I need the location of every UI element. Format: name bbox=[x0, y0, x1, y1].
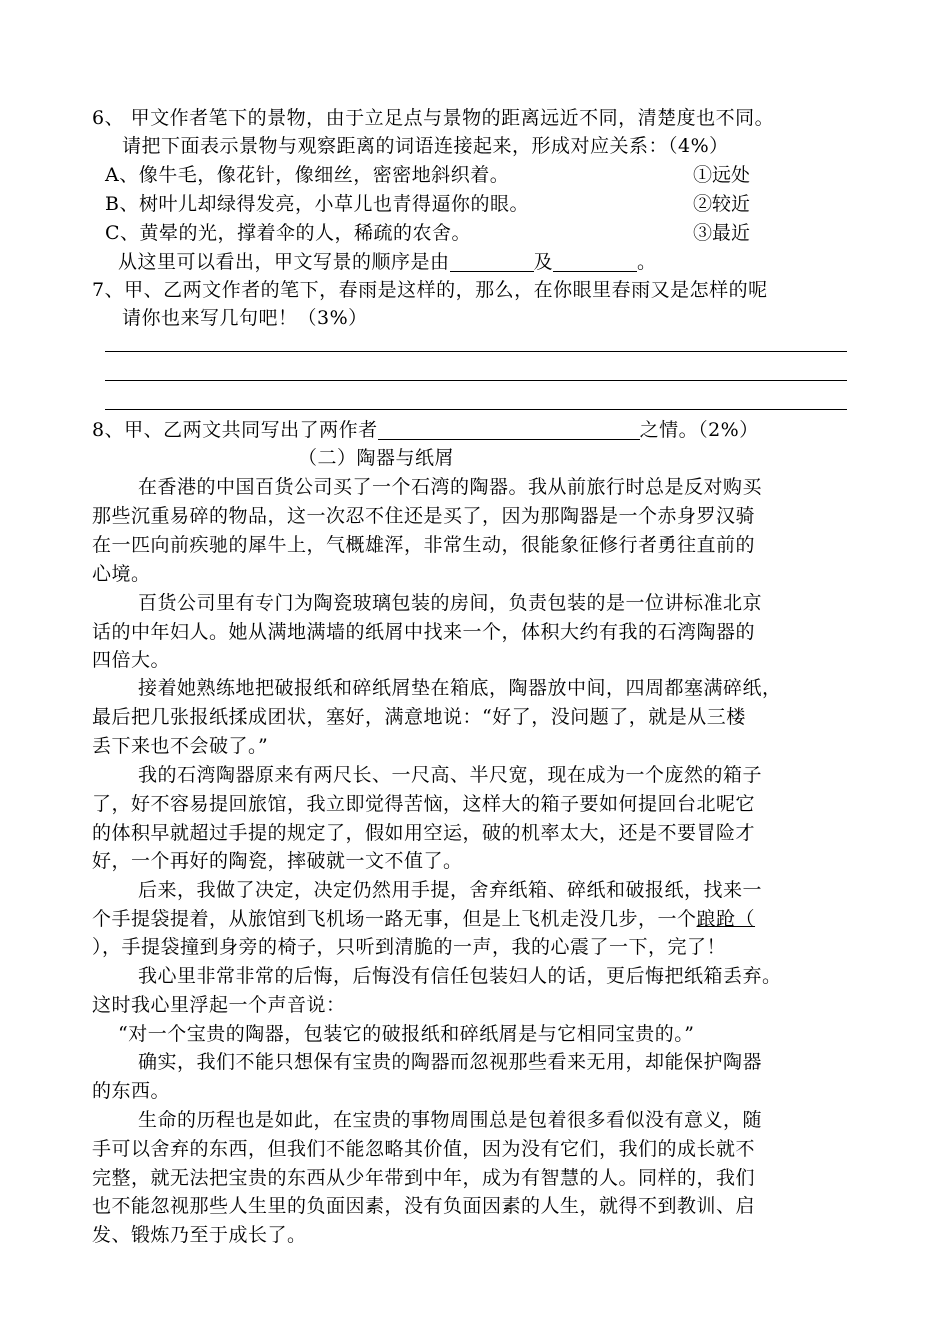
q7-answer-line-2[interactable] bbox=[105, 380, 847, 381]
q7-answer-line-3[interactable] bbox=[105, 409, 847, 410]
passage-line: 也不能忽视那些人生里的负面因素，没有负面因素的人生，就得不到教训、启 bbox=[92, 1195, 756, 1217]
q6-line1: 6、 甲文作者笔下的景物，由于立足点与景物的距离远近不同，清楚度也不同。 bbox=[92, 107, 775, 129]
q6-item-c: C、黄晕的光，撑着伞的人，稀疏的农舍。 bbox=[105, 222, 472, 244]
passage-line: ），手提袋撞到身旁的椅子，只听到清脆的一声，我的心震了一下，完了！ bbox=[92, 936, 727, 958]
q6-option-1: ①远处 bbox=[693, 164, 751, 186]
passage-line-text: 个手提袋提着，从旅馆到飞机场一路无事，但是上飞机走没几步，一个 bbox=[92, 908, 697, 930]
passage-line: 了，好不容易提回旅馆，我立即觉得苦恼，这样大的箱子要如何提回台北呢它 bbox=[92, 793, 756, 815]
q7-answer-line-1[interactable] bbox=[105, 351, 847, 352]
passage-line: 后来，我做了决定，决定仍然用手提，舍弃纸箱、碎纸和破报纸，找来一 bbox=[138, 879, 763, 901]
passage-line: 在香港的中国百货公司买了一个石湾的陶器。我从前旅行时总是反对购买 bbox=[138, 476, 763, 498]
passage-line: 的东西。 bbox=[92, 1080, 171, 1102]
passage-line: 我心里非常非常的后悔，后悔没有信任包装妇人的话，更后悔把纸箱丢弃。 bbox=[138, 965, 782, 987]
passage-line: 心境。 bbox=[92, 563, 151, 585]
passage-line: 丢下来也不会破了。” bbox=[92, 735, 269, 757]
passage-line: 在一匹向前疾驰的犀牛上，气概雄浑，非常生动，很能象征修行者勇往直前的 bbox=[92, 534, 756, 556]
passage-title: （二）陶器与纸屑 bbox=[298, 447, 455, 469]
q6-option-2: ②较近 bbox=[693, 193, 751, 215]
q6-order-mid: 及 bbox=[533, 251, 554, 273]
q6-order-end: 。 bbox=[637, 251, 657, 273]
q6-option-3: ③最近 bbox=[693, 222, 751, 244]
q6-order-sentence bbox=[118, 247, 657, 277]
passage-line: 的体积早就超过手提的规定了，假如用空运，破的机率太大，还是不要冒险才 bbox=[92, 822, 756, 844]
q6-item-b: B、树叶儿却绿得发亮，小草儿也青得逼你的眼。 bbox=[105, 193, 529, 215]
passage-line: 最后把几张报纸揉成团状，塞好，满意地说：“好了，没问题了，就是从三楼 bbox=[92, 706, 746, 728]
passage-line: 生命的历程也是如此，在宝贵的事物周围总是包着很多看似没有意义，随 bbox=[138, 1109, 763, 1131]
passage-line: 那些沉重易碎的物品，这一次忍不住还是买了，因为那陶器是一个赤身罗汉骑 bbox=[92, 505, 756, 527]
q6-line2: 请把下面表示景物与观察距离的词语连接起来，形成对应关系：（4%） bbox=[122, 135, 729, 157]
q8-blank[interactable] bbox=[378, 419, 640, 440]
passage-line: 发、锻炼乃至于成长了。 bbox=[92, 1224, 307, 1246]
passage-line: 完整，就无法把宝贵的东西从少年带到中年，成为有智慧的人。同样的，我们 bbox=[92, 1167, 756, 1189]
q6-order-prefix: 从这里可以看出，甲文写景的顺序是由 bbox=[118, 251, 450, 273]
passage-line: 接着她熟练地把破报纸和碎纸屑垫在箱底，陶器放中间，四周都塞满碎纸， bbox=[138, 677, 782, 699]
passage-quote: “对一个宝贵的陶器，包装它的破报纸和碎纸屑是与它相同宝贵的。” bbox=[118, 1023, 695, 1045]
passage-line: 四倍大。 bbox=[92, 649, 171, 671]
q7-line1: 7、甲、乙两文作者的笔下，春雨是这样的，那么，在你眼里春雨又是怎样的呢 bbox=[92, 279, 768, 301]
passage-line: 确实，我们不能只想保有宝贵的陶器而忽视那些看来无用，却能保护陶器 bbox=[138, 1051, 763, 1073]
passage-line: 这时我心里浮起一个声音说： bbox=[92, 994, 346, 1016]
passage-line: 百货公司里有专门为陶瓷玻璃包装的房间，负责包装的是一位讲标准北京 bbox=[138, 592, 763, 614]
passage-line: 好，一个再好的陶瓷，摔破就一文不值了。 bbox=[92, 850, 463, 872]
q6-order-blank-1[interactable] bbox=[450, 251, 534, 272]
q6-order-blank-2[interactable] bbox=[553, 251, 637, 272]
q8-sentence bbox=[92, 415, 759, 445]
passage-line bbox=[92, 904, 755, 934]
q8-suffix: 之情。（2%） bbox=[639, 419, 759, 441]
underlined-word: 踉跄（ bbox=[696, 908, 756, 930]
passage-line: 手可以舍弃的东西，但我们不能忽略其价值，因为没有它们，我们的成长就不 bbox=[92, 1138, 756, 1160]
passage-line: 话的中年妇人。她从满地满墙的纸屑中找来一个，体积大约有我的石湾陶器的 bbox=[92, 621, 756, 643]
q8-prefix: 8、甲、乙两文共同写出了两作者 bbox=[92, 419, 378, 441]
q7-line2: 请你也来写几句吧！（3%） bbox=[122, 307, 368, 329]
passage-line: 我的石湾陶器原来有两尺长、一尺高、半尺宽，现在成为一个庞然的箱子 bbox=[138, 764, 763, 786]
q6-item-a: A、像牛毛，像花针，像细丝，密密地斜织着。 bbox=[105, 164, 510, 186]
